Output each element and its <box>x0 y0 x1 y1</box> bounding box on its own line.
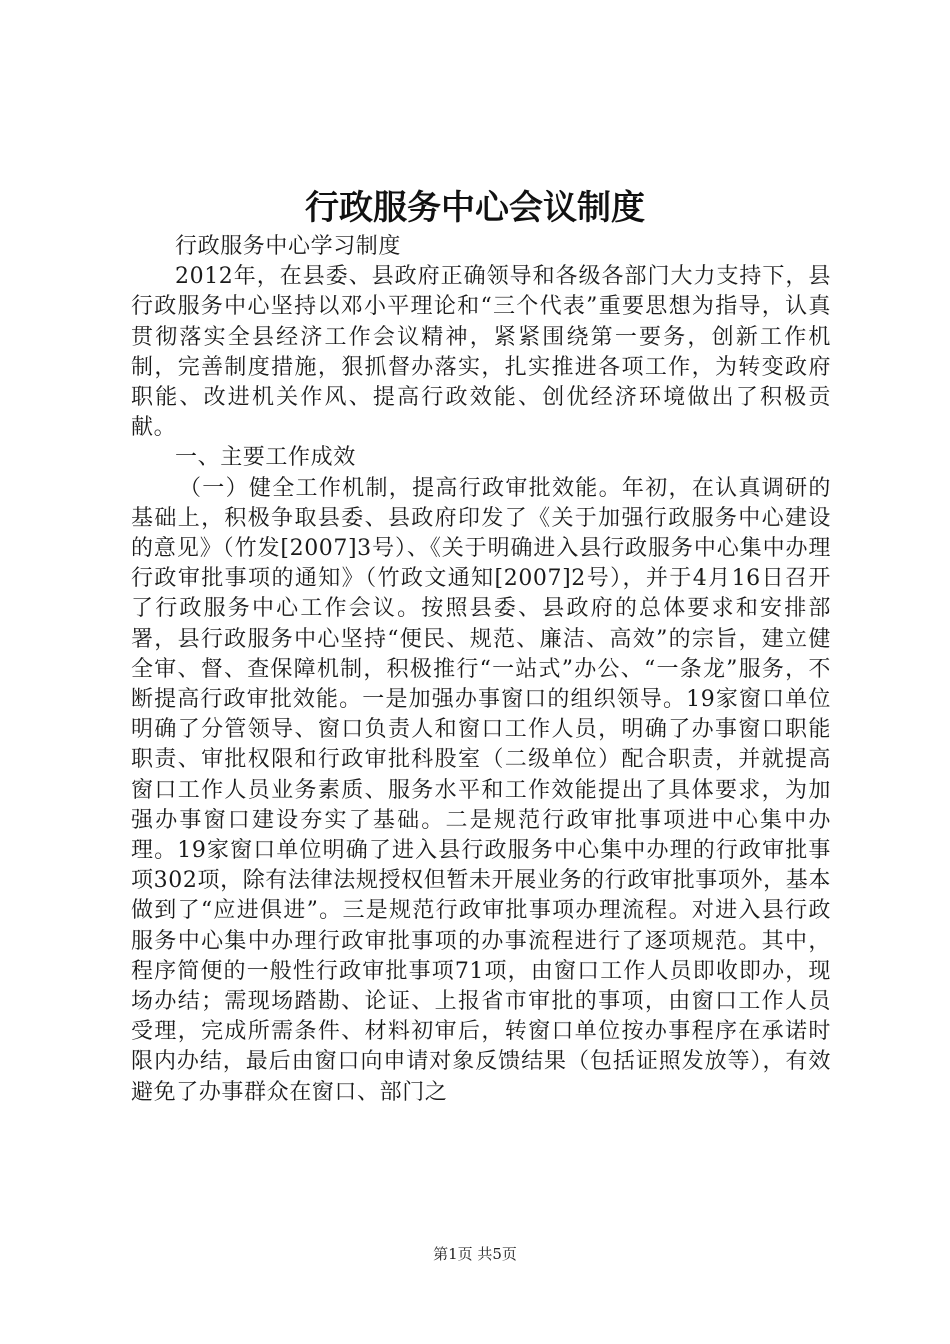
paragraph-work-mechanism: （一）健全工作机制，提高行政审批效能。年初，在认真调研的基础上，积极争取县委、县政府印发了《关于加强行政服务中心建设的意见》（竹发[2007]3号）、《关于明确进入县行政服务中心集中办理行政审批事项的通知》（竹政文通知[2007]2号），并于4月16日召开了行政服务中心工作会议。按照县委、县政府的总体要求和安排部署，县行政服务中心坚持“便民、规范、廉洁、高效”的宗旨，建立健全审、督、查保障机制，积极推行“一站式”办公、“一条龙”服务，不断提高行政审批效能。一是加强办事窗口的组织领导。19家窗口单位明确了分管领导、窗口负责人和窗口工作人员，明确了办事窗口职能职责、审批权限和行政审批科股室（二级单位）配合职责，并就提高窗口工作人员业务素质、服务水平和工作效能提出了具体要求，为加强办事窗口建设夯实了基础。二是规范行政审批事项进中心集中办理。19家窗口单位明确了进入县行政服务中心集中办理的行政审批事项302项，除有法律法规授权但暂未开展业务的行政审批事项外，基本做到了“应进俱进”。三是规范行政审批事项办理流程。对进入县行政服务中心集中办理行政审批事项的办事流程进行了逐项规范。其中，程序简便的一般性行政审批事项71项，由窗口工作人员即收即办，现场办结；需现场踏勘、论证、上报省市审批的事项，由窗口工作人员受理，完成所需条件、材料初审后，转窗口单位按办事程序在承诺时限内办结，最后由窗口向申请对象反馈结果（包括证照发放等），有效避免了办事群众在窗口、部门之 <box>131 475 831 1105</box>
paragraph-subtitle: 行政服务中心学习制度 <box>175 234 402 259</box>
document-title: 行政服务中心会议制度 <box>305 188 645 228</box>
section-heading: 一、主要工作成效 <box>175 445 356 471</box>
document-body <box>131 232 831 1108</box>
paragraph-intro: 2012年，在县委、县政府正确领导和各级各部门大力支持下，县行政服务中心坚持以邓小平理论和“三个代表”重要思想为指导，认真贯彻落实全县经济工作会议精神，紧紧围绕第一要务，创新工作机制，完善制度措施，狠抓督办落实，扎实推进各项工作，为转变政府职能、改进机关作风、提高行政效能、创优经济环境做出了积极贡献。 <box>131 264 831 441</box>
page-number-footer: 第1页 共5页 <box>433 1245 517 1263</box>
